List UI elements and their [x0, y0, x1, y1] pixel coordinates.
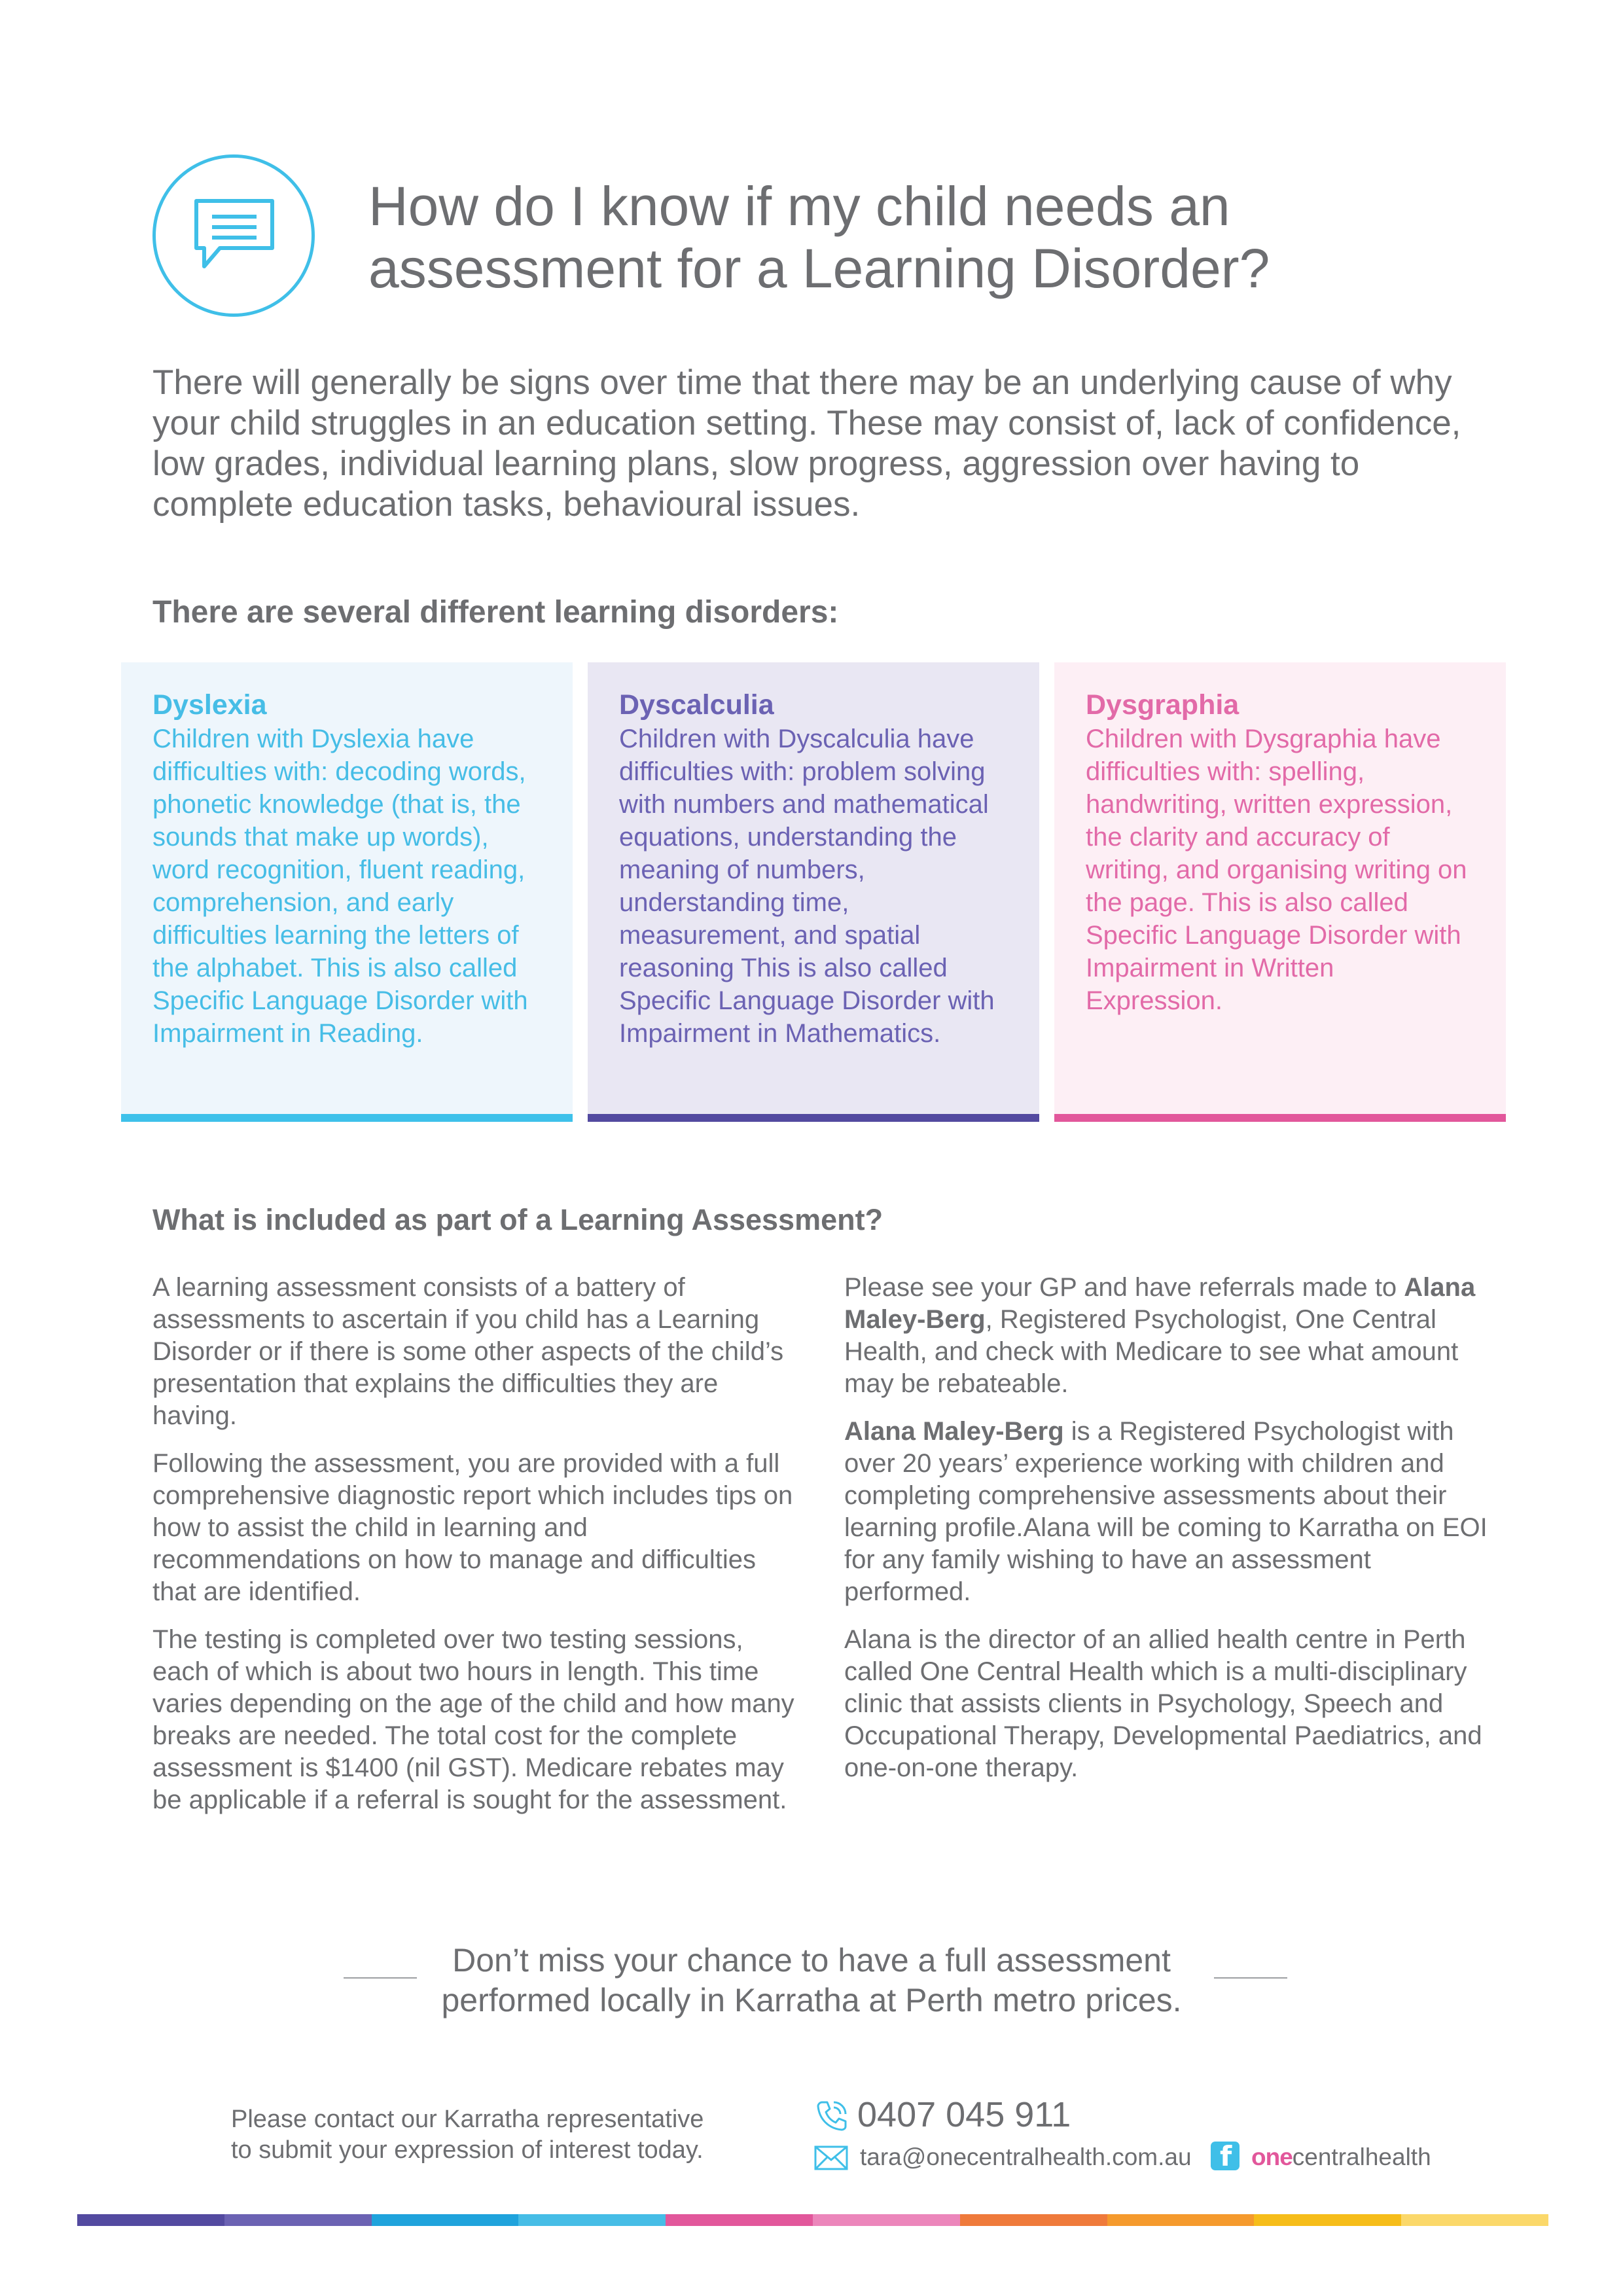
psychologist-name: Alana Maley-Berg — [844, 1273, 1476, 1334]
card-title: Dyslexia — [152, 689, 267, 721]
strip-segment — [960, 2214, 1107, 2226]
strip-segment — [813, 2214, 960, 2226]
strip-segment — [1401, 2214, 1548, 2226]
paragraph: A learning assessment consists of a battery of assessments to ascertain if you child has a Learning Disorder or if there is some other aspects of the child’s presentation that explains the difficulties they are having. — [152, 1273, 784, 1430]
facebook-icon[interactable] — [1211, 2142, 1240, 2170]
strip-segment — [1107, 2214, 1255, 2226]
card-dyslexia — [121, 662, 573, 1122]
assessment-left-column — [152, 1272, 800, 1832]
card-accent-bar — [121, 1114, 573, 1122]
strip-segment — [666, 2214, 813, 2226]
card-dysgraphia — [1054, 662, 1506, 1122]
assessment-right-column — [844, 1272, 1492, 1800]
card-text: Children with Dyslexia have difficulties with: decoding words, phonetic knowledge (that is, the sounds that make up words), word recognition, fluent reading, comprehension, and early difficulties learning the letters of the alphabet. This is also called Specific Language Disorder with Impairment in Reading. — [152, 725, 528, 1048]
paragraph: Please see your GP and have referrals made to Alana Maley-Berg, Registered Psychologist, One Central Health, and check with Medicare to see what amount may be rebateable. — [844, 1273, 1476, 1398]
card-text: Children with Dyscalculia have difficulties with: problem solving with numbers and mathematical equations, understanding the meaning of numbers, understanding time, measurement, and spatial reasoning This is also called Specific Language Disorder with Impairment in Mathematics. — [619, 725, 995, 1048]
phone-icon — [814, 2098, 849, 2134]
assessment-heading: What is included as part of a Learning Assessment? — [152, 1203, 883, 1236]
chat-icon — [191, 196, 277, 274]
card-text: Children with Dysgraphia have difficulties with: spelling, handwriting, written expression, the clarity and accuracy of writing, and organising writing on the page. This is also called Specific Language Disorder with Impairment in Written Expression. — [1086, 725, 1467, 1015]
callout-rule-right — [1214, 1977, 1287, 1979]
strip-segment — [372, 2214, 519, 2226]
card-title: Dysgraphia — [1086, 689, 1240, 721]
strip-segment — [77, 2214, 224, 2226]
contact-instructions: Please contact our Karratha representative to submit your expression of interest today. — [231, 2106, 704, 2164]
paragraph: Following the assessment, you are provided with a full comprehensive diagnostic report which includes tips on how to assist the child in learning and recommendations on how to manage and difficulties that are identified. — [152, 1449, 793, 1606]
callout-text: Don’t miss your chance to have a full assessment performed locally in Karratha at Perth metro prices. — [441, 1942, 1182, 2018]
strip-segment — [1254, 2214, 1401, 2226]
brand-handle[interactable]: onecentralhealth — [1251, 2144, 1431, 2170]
strip-segment — [224, 2214, 372, 2226]
disorders-heading: There are several different learning disorders: — [152, 595, 839, 630]
paragraph: Alana Maley-Berg is a Registered Psychologist with over 20 years’ experience working with children and completing comprehensive assessments about their learning profile.Alana will be coming to Karratha on EOI for any family wishing to have an assessment performed. — [844, 1417, 1488, 1606]
card-title: Dyscalculia — [619, 689, 774, 721]
phone-number[interactable]: 0407 045 911 — [857, 2095, 1071, 2134]
card-accent-bar — [1054, 1114, 1506, 1122]
chat-icon-circle — [152, 154, 315, 317]
facebook-glyph: f — [1220, 2140, 1232, 2172]
strip-segment — [518, 2214, 666, 2226]
paragraph: The testing is completed over two testing sessions, each of which is about two hours in length. This time varies depending on the age of the child and how many breaks are needed. The total cost for the complete assessment is $1400 (nil GST). Medicare rebates may be applicable if a referral is sought for the assessment. — [152, 1625, 794, 1814]
card-dyscalculia — [588, 662, 1039, 1122]
mail-icon — [814, 2145, 848, 2170]
email-link[interactable]: tara@onecentralhealth.com.au — [860, 2144, 1192, 2170]
paragraph: Alana is the director of an allied health centre in Perth called One Central Health which is a multi-disciplinary clinic that assists clients in Psychology, Speech and Occupational Therapy, Developmental Paediatrics, and one-on-one therapy. — [844, 1625, 1482, 1782]
intro-paragraph: There will generally be signs over time that there may be an underlying cause of why your child struggles in an education setting. These may consist of, lack of confidence, low grades, individual learning plans, slow progress, aggression over having to complete education tasks, behavioural issues. — [152, 363, 1461, 524]
psychologist-name: Alana Maley-Berg — [844, 1417, 1064, 1446]
page-title: How do I know if my child needs an assessment for a Learning Disorder? — [368, 175, 1270, 299]
footer-color-strip — [77, 2214, 1548, 2226]
card-accent-bar — [588, 1114, 1039, 1122]
